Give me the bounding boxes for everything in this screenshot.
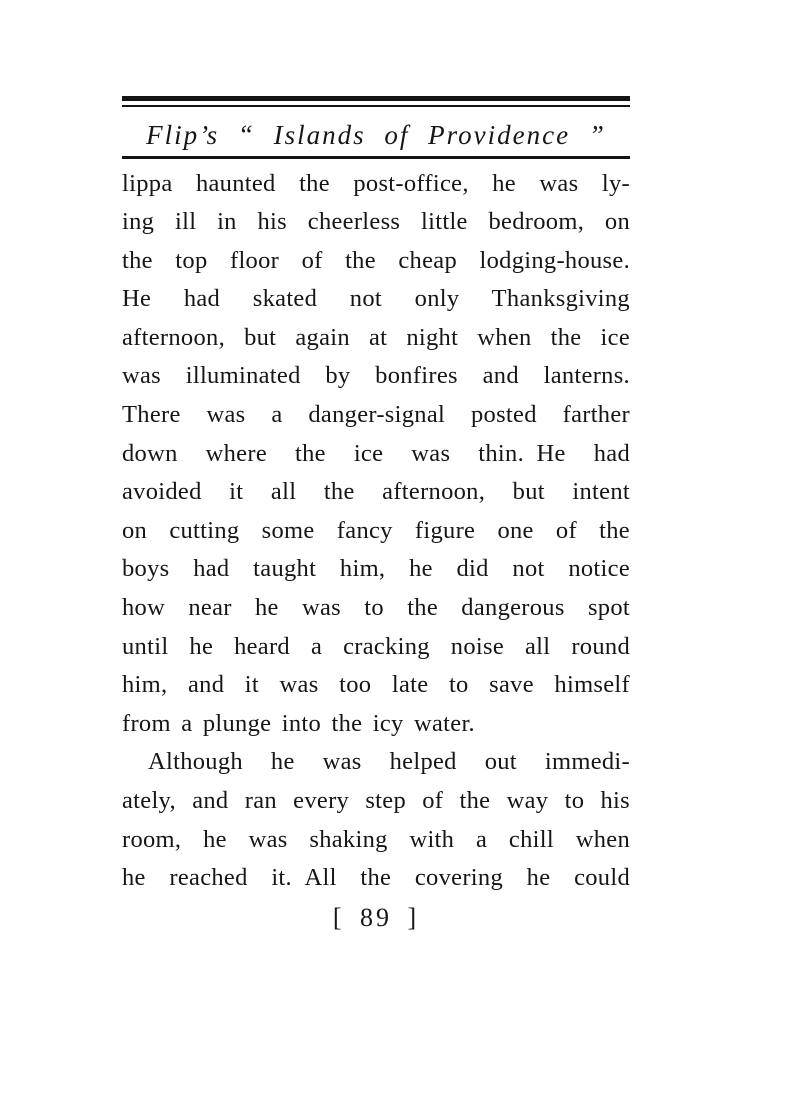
text-line: was illuminated by bonfires and lanterns.: [122, 362, 630, 390]
text-line: afternoon, but again at night when the ice: [122, 323, 630, 351]
text-line: ately, and ran every step of the way to his: [122, 787, 630, 814]
text-line-paragraph-start: Although he was helped out immedi-: [148, 748, 630, 776]
text-line: down where the ice was thin. He had: [122, 439, 630, 467]
text-line: ing ill in his cheerless little bedroom, on: [122, 208, 630, 236]
text-line: how near he was to the dangerous spot: [122, 594, 630, 622]
text-line: boys had taught him, he did not notice: [122, 555, 630, 583]
text-line: lippa haunted the post-office, he was ly-: [122, 169, 630, 197]
text-line: He had skated not only Thanksgiving: [122, 285, 630, 313]
text-line: the top floor of the cheap lodging-house.: [122, 246, 630, 274]
text-line: room, he was shaking with a chill when: [122, 825, 630, 853]
text-line: until he heard a cracking noise all round: [122, 632, 630, 660]
text-line: he reached it. All the covering he could: [122, 864, 630, 892]
text-line: on cutting some fancy figure one of the: [122, 516, 630, 544]
header-rule-thick: [122, 96, 630, 101]
text-line-paragraph-end: from a plunge into the icy water.: [122, 709, 475, 737]
running-title: Flip’s “ Islands of Providence ”: [146, 120, 606, 150]
page-number: [ 89 ]: [332, 902, 420, 932]
title-underline-rule: [122, 156, 630, 159]
header-rule-thin: [122, 105, 630, 107]
body-text-block: [122, 165, 630, 898]
page-content: [122, 0, 630, 933]
text-line: There was a danger-signal posted farther: [122, 401, 630, 429]
text-line: him, and it was too late to save himself: [122, 671, 630, 699]
text-line: avoided it all the afternoon, but intent: [122, 478, 630, 506]
